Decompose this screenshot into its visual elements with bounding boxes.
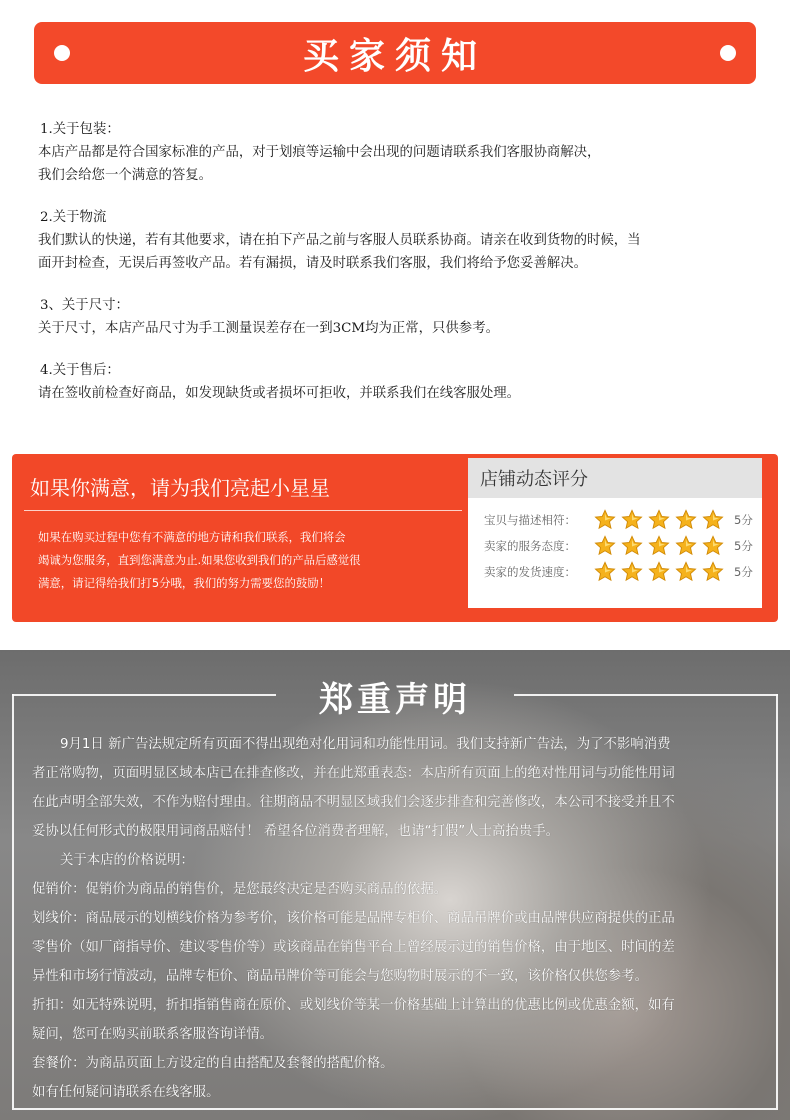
buyer-notice (38, 118, 778, 424)
star-icon (648, 561, 670, 583)
declaration-section (0, 650, 790, 1120)
rating-request-line: 竭诚为您服务，直到您满意为止.如果您收到我们的产品后感觉很 (38, 553, 361, 567)
banner-dot-left (54, 45, 70, 61)
rating-stars (594, 535, 726, 557)
star-icon (594, 561, 616, 583)
declaration-line: 折扣：如无特殊说明，折扣指销售商在原价、或划线价等某一价格基础上计算出的优惠比例或优惠金额，如有 (32, 998, 675, 1013)
declaration-line: 零售价（如厂商指导价、建议零售价等）或该商品在销售平台上曾经展示过的销售价格，由于地区、时间的差 (32, 940, 675, 955)
star-icon (621, 561, 643, 583)
declaration-title: 郑重声明 (319, 680, 471, 720)
declaration-line: 划线价：商品展示的划横线价格为参考价，该价格可能是品牌专柜价、商品吊牌价或由品牌供应商提供的正品 (32, 911, 675, 926)
notice-heading: 3、关于尺寸： (40, 298, 129, 313)
banner-title: 买家须知 (302, 35, 487, 77)
notice-heading: 1.关于包装： (40, 122, 120, 137)
rating-request-title: 如果你满意，请为我们亮起小星星 (30, 476, 330, 500)
declaration-frame-line (514, 694, 778, 696)
rating-row (468, 507, 762, 533)
declaration-line: 如有任何疑问请联系在线客服。 (32, 1085, 220, 1100)
notice-line: 关于尺寸，本店产品尺寸为手工测量误差存在一到3CM均为正常，只供参考。 (38, 321, 499, 336)
star-icon (621, 535, 643, 557)
declaration-line: 疑问，您可在购买前联系客服咨询详情。 (32, 1027, 274, 1042)
shop-rating-card (468, 458, 762, 608)
notice-section-size (38, 294, 778, 340)
star-icon (702, 561, 724, 583)
rating-request-body (38, 526, 448, 595)
notice-section-logistics (38, 206, 778, 275)
declaration-line: 关于本店的价格说明： (60, 853, 194, 868)
notice-line: 我们默认的快递，若有其他要求，请在拍下产品之前与客服人员联系协商。请亲在收到货物的时候，当 (38, 233, 641, 248)
rating-score: 5分 (734, 539, 753, 553)
star-icon (702, 535, 724, 557)
rating-stars (594, 561, 726, 583)
declaration-line: 异性和市场行情波动，品牌专柜价、商品吊牌价等可能会与您购物时展示的不一致，该价格仅供您参考。 (32, 969, 648, 984)
rating-label: 宝贝与描述相符： (484, 513, 576, 527)
declaration-line: 促销价：促销价为商品的销售价，是您最终决定是否购买商品的依据。 (32, 882, 448, 897)
declaration-line: 套餐价：为商品页面上方设定的自由搭配及套餐的搭配价格。 (32, 1056, 394, 1071)
header-banner (34, 22, 756, 84)
banner-dot-right (720, 45, 736, 61)
star-icon (594, 509, 616, 531)
notice-heading: 2.关于物流 (40, 210, 107, 225)
declaration-line: 在此声明全部失效，不作为赔付理由。往期商品不明显区域我们会逐步排查和完善修改，本公司不接受并且不 (32, 795, 675, 810)
declaration-frame-line (12, 694, 276, 696)
star-icon (702, 509, 724, 531)
rating-row (468, 533, 762, 559)
star-icon (648, 509, 670, 531)
star-icon (675, 535, 697, 557)
rating-stars (594, 509, 726, 531)
notice-line: 面开封检查，无误后再签收产品。若有漏损，请及时联系我们客服，我们将给予您妥善解决。 (38, 256, 588, 271)
rating-score: 5分 (734, 565, 753, 579)
notice-heading: 4.关于售后： (40, 363, 120, 378)
notice-line: 我们会给您一个满意的答复。 (38, 168, 213, 183)
notice-section-after-sales (38, 359, 778, 405)
notice-line: 请在签收前检查好商品，如发现缺货或者损坏可拒收，并联系我们在线客服处理。 (38, 386, 521, 401)
declaration-body (32, 730, 767, 1107)
rating-row (468, 559, 762, 585)
declaration-line: 9月1日 新广告法规定所有页面不得出现绝对化用词和功能性用词。我们支持新广告法，为了不影响消费 (60, 737, 671, 752)
star-icon (648, 535, 670, 557)
notice-line: 本店产品都是符合国家标准的产品，对于划痕等运输中会出现的问题请联系我们客服协商解决， (38, 145, 601, 160)
rating-label: 卖家的服务态度： (484, 539, 576, 553)
rating-request-line: 满意，请记得给我们打5分哦，我们的努力需要您的鼓励！ (38, 576, 331, 590)
rating-request-line: 如果在购买过程中您有不满意的地方请和我们联系，我们将会 (38, 530, 346, 544)
divider (24, 510, 462, 511)
star-icon (675, 509, 697, 531)
star-icon (594, 535, 616, 557)
declaration-line: 者正常购物，页面明显区域本店已在排查修改，并在此郑重表态：本店所有页面上的绝对性用词与功能性用词 (32, 766, 675, 781)
notice-section-packaging (38, 118, 778, 187)
star-icon (675, 561, 697, 583)
shop-rating-title: 店铺动态评分 (468, 458, 762, 498)
rating-label: 卖家的发货速度： (484, 565, 576, 579)
rating-list (468, 498, 762, 585)
declaration-line: 妥协以任何形式的极限用词商品赔付！ 希望各位消费者理解，也请“打假”人士高抬贵手。 (32, 824, 559, 839)
rating-request-text (12, 454, 462, 622)
rating-request-panel (12, 454, 778, 622)
rating-score: 5分 (734, 513, 753, 527)
star-icon (621, 509, 643, 531)
